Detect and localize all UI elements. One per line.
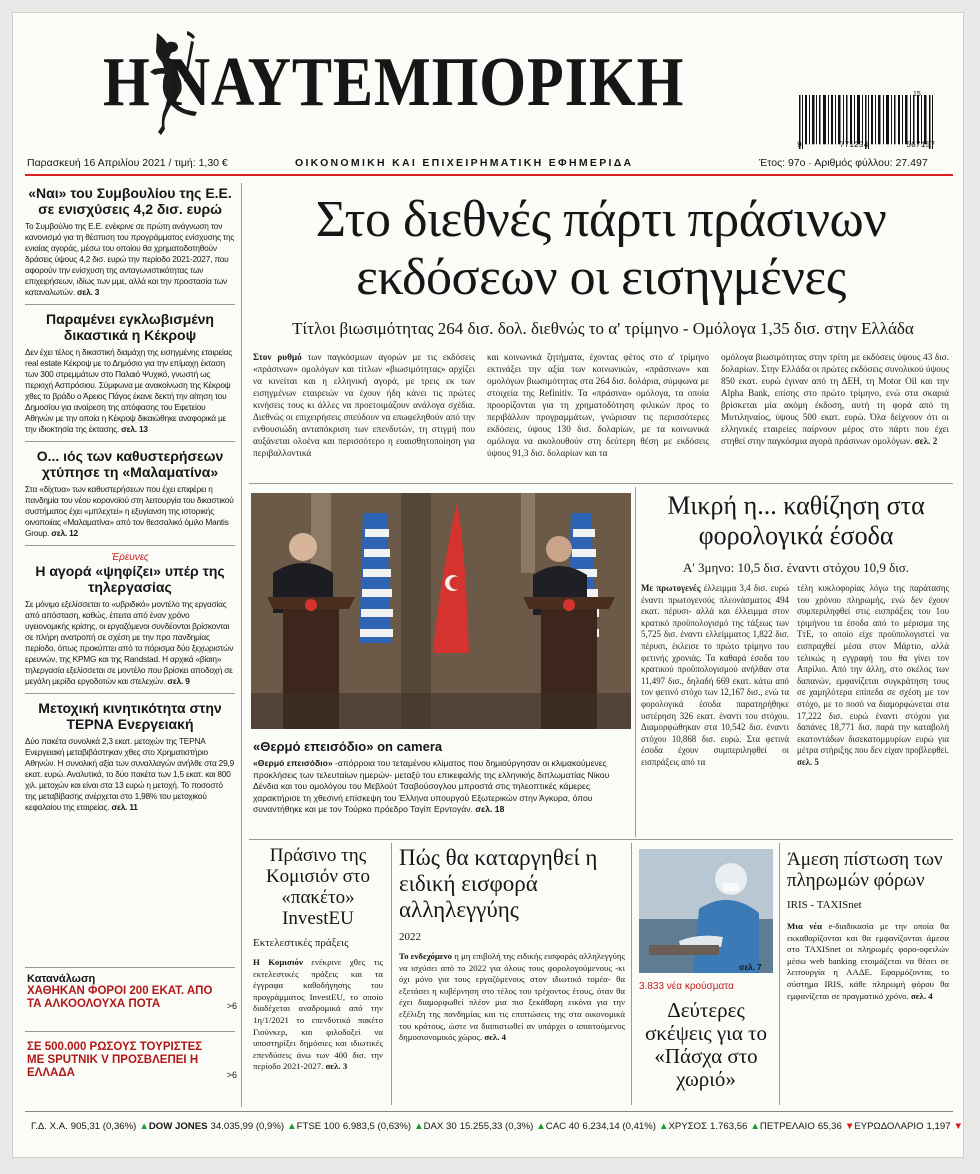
left-story (25, 185, 235, 298)
bottom-story-body: Η Κομισιόν ενέκρινε χθες τις εκτελεστικές πράξεις και τα έγγραφα καθοδήγησης του προγράμματος InvestEU, το οποίο διαδέχεται αναδρομικά από την 1η/1/2021 το επενδυτικό πακέτο Γιούνκερ, και φιλοδοξεί να υποστηρίξει δημόσιες και ιδιωτικές επενδύσεις άνω των 400 δισ. την περίοδο 2021-2027. σελ. 3 (253, 957, 383, 1072)
newspaper-front-page (12, 12, 964, 1158)
left-story-headline: Μετοχική κινητικότητα στην ΤΕΡΝΑ Ενεργειακή (38, 700, 222, 732)
bottom-story-headline: Δεύτερες σκέψεις για το «Πάσχα στο χωριό» (644, 998, 768, 1091)
masthead-title: Η ΝΑΥΤΕΜΠΟΡΙΚΗ (103, 44, 685, 121)
arrow-down-icon: ▼ (844, 1121, 855, 1132)
ticker-item: DOW JONES 34.035,99 (0,9%) ▲ (148, 1121, 297, 1132)
arrow-up-icon: ▲ (287, 1121, 297, 1132)
press-conference-illustration (251, 493, 631, 729)
divider (25, 545, 235, 546)
bottom-story-investeu (253, 845, 383, 1073)
issue-number: Έτος: 97ο · Αριθμός φύλλου: 27.497 (759, 157, 928, 169)
bottom-story-kicker: 2022 (399, 931, 421, 943)
arrow-up-icon: ▲ (414, 1121, 424, 1132)
divider (25, 441, 235, 442)
main-story-col-2: και κοινωνικά ζητήματα, έχοντας φέτος στο α' τρίμηνο εκτινάξει την αξία των κοινωνικών, «πράσινων» και ομολόγων βιωσιμότητας στα 264 δισ. δολάρια, σύμφωνα με στοιχεία της Refinitiv. Τα «πράσινα» ομόλογα, τα οποία προορίζονται για τη χρηματοδότηση φιλικών προς το περιβάλλον προγραμμάτων, γνώρισαν τις περισσότερες εκδόσεις, ύψους 130 δισ. δολαρίων, με τα κοινωνικά ομόλογα να ακολουθούν στη δεύτερη θέση με εκδόσεις ύψους 91,3 δισ. δολαρίων και τα (487, 352, 709, 458)
right-story-subheadline: Α' 3μηνο: 10,5 δισ. έναντι στόχου 10,9 δισ. (683, 560, 909, 575)
barcode-digits (797, 141, 935, 150)
ticker-item: ΠΕΤΡΕΛΑΙΟ 65,36 ▼ (759, 1121, 855, 1132)
main-story-col-3: ομόλογα βιωσιμότητας στην τρίτη με εκδόσεις ύψους 43 δισ. δολαρίων. Στην Ελλάδα οι πρώτες εκδόσεις συνολικού ύψους 850 εκατ. ευρώ έγιναν από τη ΔΕΗ, τη Motor Oil και την Alpha Bank, επίσης στο πρώτο τρίμηνο, ενώ στα σκαριά βρίσκεται μία ακόμη έκδοση, αυτή τη φορά από τη Μυτιληναίος, ύψους 500 εκατ. ευρώ. Όλα δείχνουν ότι οι ελληνικές εταιρείες παίρνουν μέρος στο πάρτι που έχει στηθεί στην παγκόσμια αγορά πράσινων ομολόγων. σελ. 2 (721, 352, 949, 446)
right-story-col-1: Με πρωτογενές έλλειμμα 3,4 δισ. ευρώ έναντι πρωτογενούς πλεονάσματος 494 εκατ. πέρυσι- αλλά και έλλειμμα στον κρατικό προϋπολογισμό της τάξεως των 5,725 δισ. έναντι ελλείμματος 1,822 δισ. πέρυσι, έκλεισε το πρώτο τρίμηνο του φετινής χρονιάς. Τα καθαρά έσοδα του κρατικού προϋπολογισμού ανήλθαν στα 11,497 δισ., δηλαδή 669 εκατ. κάτω από τον φετινό στόχο των 12,167 δισ., ενώ τα φορολογικά έσοδα παρατηρήθηκε υστέρηση 326 εκατ. έναντι του στόχου. Διαμορφώθηκαν στα 10,542 δισ. έναντι στόχου 10,868 δισ. ευρώ. Στα φετινά έσοδα έχουν συμπεριληφθεί οι εισπράξεις από τα (641, 583, 790, 767)
bottom-story-kicker: IRIS - TAXISnet (787, 899, 862, 911)
divider (249, 839, 953, 840)
main-subheadline: Τίτλοι βιωσιμότητας 264 δισ. δολ. διεθνώς το α' τρίμηνο - Ομόλογα 1,35 δισ. στην Ελλάδα (292, 319, 914, 338)
left-story (25, 311, 235, 435)
main-story-col-1: Στον ρυθμό των παγκόσμιων αγορών με τις εκδόσεις «πράσινων» ομολόγων και τίτλων «βιωσιμότητας» αρχίζει να κινείται και η ελληνική αγορά, με τρεις εκ των εισηγμένων εταιρειών να έχουν ήδη κάνει τις πρώτες κινήσεις τους κι άλλες να προετοιμάζουν ανάλογα σχέδια. Διεθνώς οι επιχειρήσεις σπεύδουν να επωφεληθούν από την ενθουσιώδη ανταπόκριση των επενδυτών, τη στιγμή που αυξάνεται ολοένα και περισσότερο η ευαισθητοποίηση για περιβαλλοντικά (253, 352, 476, 458)
column-separator (391, 843, 392, 1105)
right-story-headline: Μικρή η... καθίζηση στα φορολογικά έσοδα (667, 491, 925, 550)
bottom-story-body: Μια νέα e-διαδικασία με την οποία θα εκκαθαρίζονται και θα εμφανίζονται άμεσα στο TAXISnet οι πληρωμές φορο-οφειλών μέσω web banking ετοιμάζεται να θέσει σε λειτουργία η ΑΑΔΕ. Εφαρμόζοντας το σύστημα IRIS, κάθε πληρωμή φόρου θα εμφανίζεται σε πραγματικό χρόνο. σελ. 4 (787, 921, 949, 1001)
teaser-headline: ΧΑΘΗΚΑΝ ΦΟΡΟΙ 200 ΕΚΑΤ. ΑΠΟ ΤΑ ΑΛΚΟΟΛΟΥΧΑ ΠΟΤΑ (27, 985, 213, 1010)
left-story-body: Σε μόνιμο εξελίσσεται το «υβριδικό» μοντέλο της εργασίας από απόσταση, καθώς, έπειτα από έναν χρόνο υγειονομικής κρίσης, οι εργαζόμενοι συνδέονται βρίσκονται σε πλήρη ανατροπή σε σχέση με την προ πανδημίας περίοδο, όπως προκύπτει από το πόρισμα δύο ξεχωριστών ερευνών, της KPMG και της Randstad. Η αρχικά «βίαιη» τηλεργασία εξελίσσεται σε μοντέλο που βρίσκει αποδοχή σε μεγάλη μερίδα εργοδοτών και στελεχών. σελ. 9 (25, 599, 234, 686)
column-separator (241, 183, 242, 1107)
teaser-page: >6 (226, 1070, 237, 1080)
left-story-headline: Ο... ιός των καθυστερήσεων χτύπησε τη «Μαλαματίνα» (36, 448, 224, 480)
left-story (25, 448, 235, 539)
bottom-story-solidarity (399, 845, 625, 1044)
arrow-up-icon: ▲ (750, 1121, 760, 1132)
bottom-story-headline: Πράσινο της Κομισιόν στο «πακέτο» InvestEU (265, 845, 371, 929)
column-separator (631, 843, 632, 1105)
arrow-up-icon: ▲ (139, 1121, 149, 1132)
dateline: Παρασκευή 16 Απριλίου 2021 / τιμή: 1,30 € (27, 157, 228, 169)
left-story-headline: «Ναι» του Συμβουλίου της Ε.Ε. σε ενισχύσεις 4,2 δισ. ευρώ (28, 185, 232, 217)
photo-caption-body: «Θερμό επεισόδιο» -απόρροια του τεταμένου κλίματος που δημιούργησαν οι κλιμακούμενες προκλήσεις των τελευταίων ημερών- μεταξύ του επικεφαλής της ελληνικής διπλωματίας Νίκου Δένδια και του ομολόγου του Μεβλούτ Τσαβούσογλου μπροστά στις τηλεοπτικές κάμερες χαρακτήρισε τη χθεσινή επίσκεψη του Έλληνα υπουργού Εξωτερικών στην Άγκυρα, όπου συναντήθηκε και με τον Τούρκο πρόεδρο Ταγίπ Ερντογάν. σελ. 18 (253, 758, 610, 814)
left-story (25, 700, 235, 813)
ticker-item: ΧΡΥΣΟΣ 1.763,56 ▲ (668, 1121, 760, 1132)
health-worker-illustration (639, 849, 773, 973)
divider (25, 304, 235, 305)
diplomats-photo (251, 493, 631, 729)
bottom-story-headline: Άμεση πίστωση των πληρωμών φόρων (787, 849, 943, 891)
tagline: ΟΙΚΟΝΟΜΙΚΗ ΚΑΙ ΕΠΙΧΕΙΡΗΜΑΤΙΚΗ ΕΦΗΜΕΡΙΔΑ (295, 157, 634, 169)
divider (25, 1031, 235, 1032)
ticker-item: DAX 30 15.255,33 (0,3%) ▲ (423, 1121, 546, 1132)
divider (249, 483, 953, 484)
ticker-item: FTSE 100 6.983,5 (0,63%) ▲ (296, 1121, 424, 1132)
teaser-section: Κατανάλωση (27, 973, 96, 985)
bottom-story-kicker: Εκτελεστικές πράξεις (253, 937, 349, 949)
bottom-story-headline: Πώς θα καταργηθεί η ειδική εισφορά αλληλεγγύης (399, 845, 598, 922)
right-story-col-2: τέλη κυκλοφορίας λόγω της παράτασης του χρόνου πληρωμής, ενώ δεν έχουν συμπεριληφθεί στις εισπράξεις του 1ου τριμήνου τα έσοδα από το μέρισμα της ΤτΕ, το οποίο είχε προϋπολογιστεί να εισπραχθεί μέσα στον Μάρτιο, αλλά τελικώς η εγγραφή του θα γίνει τον Απρίλιο. Από την άλλη, στο σκέλος των δαπανών, εμφανίζεται συγκράτηση τους σε χαμηλότερα επίπεδα σε σχέση με τον στόχο, με το ποσό να διαμορφώνεται στα 17,222 δισ. ευρώ έναντι στόχου για δαπάνες 18,771 δισ. παρά την καταβολή εκατοντάδων δισεκατομμυρίων ευρώ για μέτρα στήριξης που δεν είχαν προβλεφθεί. σελ. 5 (797, 583, 949, 767)
health-worker-photo (639, 849, 773, 973)
column-separator (779, 843, 780, 1105)
arrow-up-icon: ▲ (536, 1121, 546, 1132)
barcode-left: 9 (797, 141, 802, 150)
photo-caption-headline: «Θερμό επεισόδιο» on camera (253, 739, 443, 754)
ticker-item: CAC 40 6.234,14 (0,41%) ▲ (545, 1121, 669, 1132)
divider (25, 967, 235, 968)
left-story-body: Δεν έχει τέλος η δικαστική διαμάχη της εισηγμένης εταιρείας real estate Κέκροψ με το Δημόσιο για την επίμαχη έκταση των 300 στρεμμάτων στο Παλαιό Ψυχικό, γνωστή ως περιοχή Ασπρόσιου. Σύμφωνα με ανακοίνωση της Κέκροψ χθες το βράδυ ο Άρειος Πάγος έκανε δεκτή την αίτηση του Δημοσίου για αναίρεση της απόφασης του Εφετείου Αθηνών με την οποία η Κέκροψ δικαιώθηκε αναφορικά με την ιδιοκτησία της έκτασης. σελ. 13 (25, 347, 233, 434)
ticker-item: ΕΥΡΩΔΟΛΑΡΙΟ 1,197 ▼ (854, 1121, 964, 1132)
bottom-story-body: Το ενδεχόμενο η μη επιβολή της ειδικής εισφοράς αλληλεγγύης να ισχύσει από το 2022 για όλους τους φορολογούμενους -κι όχι μόνο για τους εργαζόμενους στον ιδιωτικό τομέα- θα εξετάσει η κυβέρνηση στο τέλος του τρέχοντος έτους, όταν θα έχει διαμορφωθεί πλέον μια πιο ξεκάθαρη εικόνα για την εξέλιξη της πανδημίας και τις επιπτώσεις της στα οικονομικά του κράτους, ώστε να διαπιστωθεί αν υπάρχει ο απαιτούμενος δημοσιονομικός χώρος. σελ. 4 (399, 951, 625, 1043)
barcode-issue: 15 (913, 91, 921, 98)
left-story-headline: Παραμένει εγκλωβισμένη δικαστικά η Κέκροψ (46, 311, 214, 343)
masthead-rule (25, 174, 953, 176)
teaser-headline: ΣΕ 500.000 ΡΩΣΟΥΣ ΤΟΥΡΙΣΤΕΣ ΜΕ SPUTNIK V ΠΡΟΣΒΛΕΠΕΙ Η ΕΛΛΑΔΑ (27, 1041, 203, 1079)
left-story-body: Δύο πακέτα συνολικά 2,3 εκατ. μετοχών της ΤΕΡΝΑ Ενεργειακή μεταβιβάστηκαν χθες στο Χρηματιστήριο Αθηνών. Η συνολική αξία των συναλλαγών ανήλθε στα 29,9 εκατ. ευρώ. Αναλυτικά, το δύο πακέτα των 1,5 εκατ. και 800 χιλ. μετοχών και είναι στα 13 ευρώ η μετοχή. Το ποσοστό της μεταβίβασης ανέρχεται στο 1,98% του μετοχικού κεφαλαίου της εταιρείας. σελ. 11 (25, 736, 235, 812)
left-column (25, 185, 235, 813)
bottom-story-taxis (787, 849, 949, 1002)
main-headline: Στο διεθνές πάρτι πράσινων εκδόσεων οι εισηγμένες (315, 191, 887, 306)
ticker-item: Γ.Δ. Χ.Α. 905,31 (0,36%) ▲ (31, 1121, 149, 1132)
bottom-story-kicker: 3.833 νέα κρούσματα (639, 981, 734, 992)
barcode-mid: 771234 (839, 141, 869, 150)
teaser (27, 973, 237, 1011)
teaser (27, 1041, 237, 1080)
column-separator (635, 487, 636, 837)
barcode-right: 567157 (906, 141, 935, 150)
photo-page-ref: σελ. 7 (739, 963, 762, 972)
left-story-headline: Η αγορά «ψηφίζει» υπέρ της τηλεργασίας (35, 563, 225, 595)
arrow-down-icon: ▼ (953, 1121, 964, 1132)
teaser-page: >6 (226, 1001, 237, 1011)
left-story-kicker: Έρευνες (111, 552, 149, 563)
arrow-up-icon: ▲ (659, 1121, 669, 1132)
market-ticker (25, 1111, 964, 1141)
divider (25, 693, 235, 694)
left-story-body: Το Συμβούλιο της Ε.Ε. ενέκρινε σε πρώτη ανάγνωση τον κανονισμό για τη θέσπιση του προγράμματος ενίσχυσης της ενιαίας αγοράς, μέσω του οποίου θα χρηματοδοτηθούν δράσεις ύψους 4,2 δισ. ευρώ την περίοδο 2021-2027, που αφορούν την ενίσχυση της ανταγωνιστικότητας των επιχειρήσεων, ιδίως των μμε, αλλά και την προστασία των καταναλωτών. σελ. 3 (25, 221, 235, 297)
left-story-body: Στα «δίχτυα» των καθυστερήσεων που έχει επιφέρει η πανδημία του νέου κορονοϊού στη λειτουργία του δικαστικού συστήματος έχει «μπλεχτεί» η εξυγίανση της ιστορικής οινοποιίας «Μαλαματίνα» από τον θεσσαλικό όμιλο Mantis Group. σελ. 12 (25, 484, 234, 538)
left-story (25, 552, 235, 687)
